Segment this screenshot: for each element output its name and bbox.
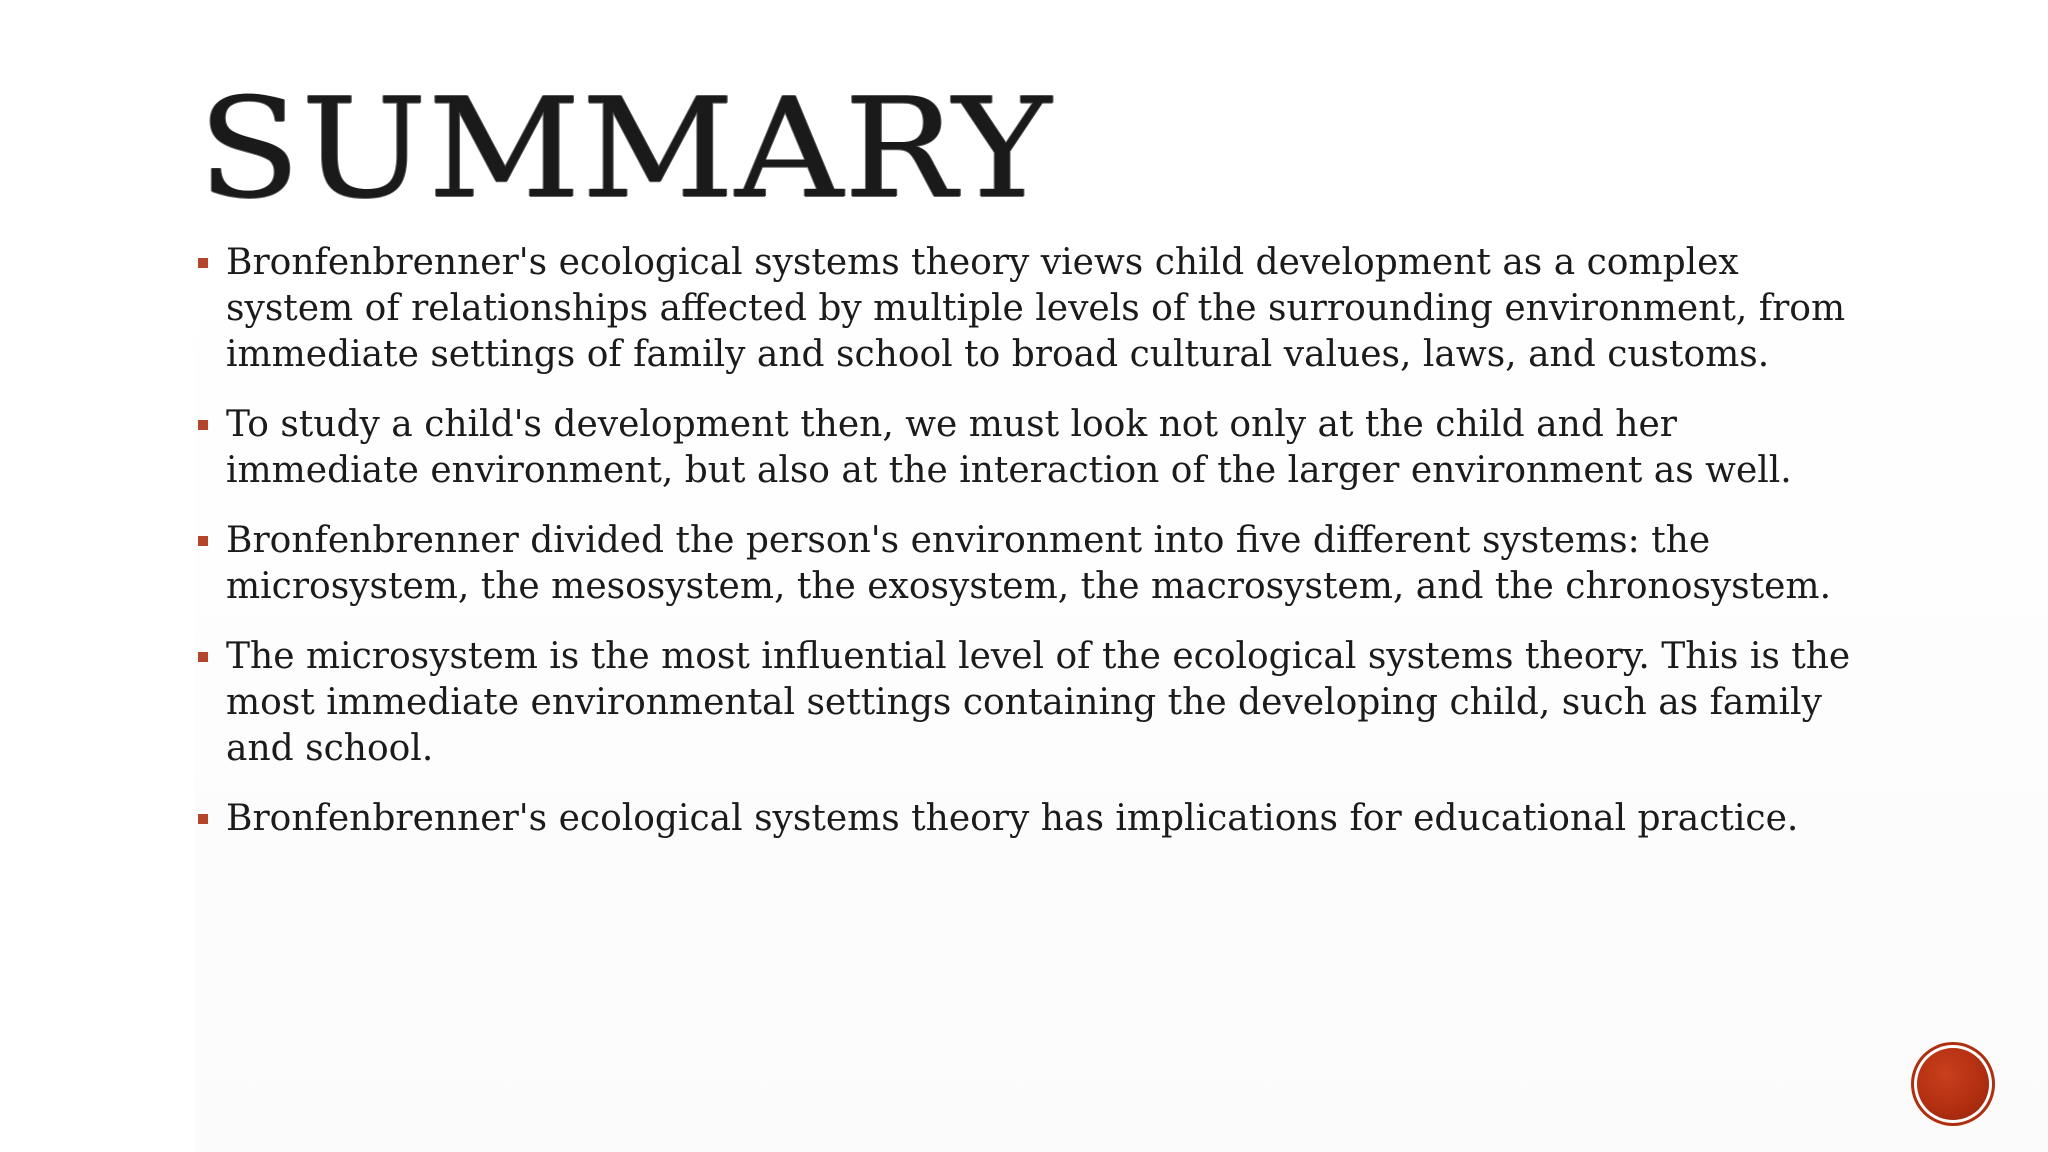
bullet-text: To study a child's development then, we must look not only at the child and her immediate environment, but also at the interaction of the larger environment as well.: [226, 404, 1792, 491]
bullet-text: The microsystem is the most influential level of the ecological systems theory. This is the most immediate environmental settings containing the developing child, such as family and school.: [226, 636, 1851, 769]
bullet-list: [196, 240, 1876, 866]
square-bullet-icon: [198, 814, 208, 824]
bullet-item: [196, 634, 1876, 772]
square-bullet-icon: [198, 258, 208, 268]
square-bullet-icon: [198, 536, 208, 546]
bullet-text: Bronfenbrenner divided the person's environment into five different systems: the microsystem, the mesosystem, the exosystem, the macrosystem, and the chronosystem.: [226, 520, 1832, 607]
bullet-item: [196, 240, 1876, 378]
bullet-item: [196, 518, 1876, 610]
bullet-text: Bronfenbrenner's ecological systems theory has implications for educational practice.: [226, 798, 1799, 839]
slide-title: SUMMARY: [198, 68, 1053, 229]
square-bullet-icon: [198, 652, 208, 662]
bullet-text: Bronfenbrenner's ecological systems theory views child development as a complex system of relationships affected by multiple levels of the surrounding environment, from immediate settings of family and school to broad cultural values, laws, and customs.: [226, 242, 1846, 375]
bullet-item: [196, 402, 1876, 494]
square-bullet-icon: [198, 420, 208, 430]
circle-nav-button-icon[interactable]: [1917, 1048, 1989, 1120]
bullet-item: [196, 796, 1876, 842]
